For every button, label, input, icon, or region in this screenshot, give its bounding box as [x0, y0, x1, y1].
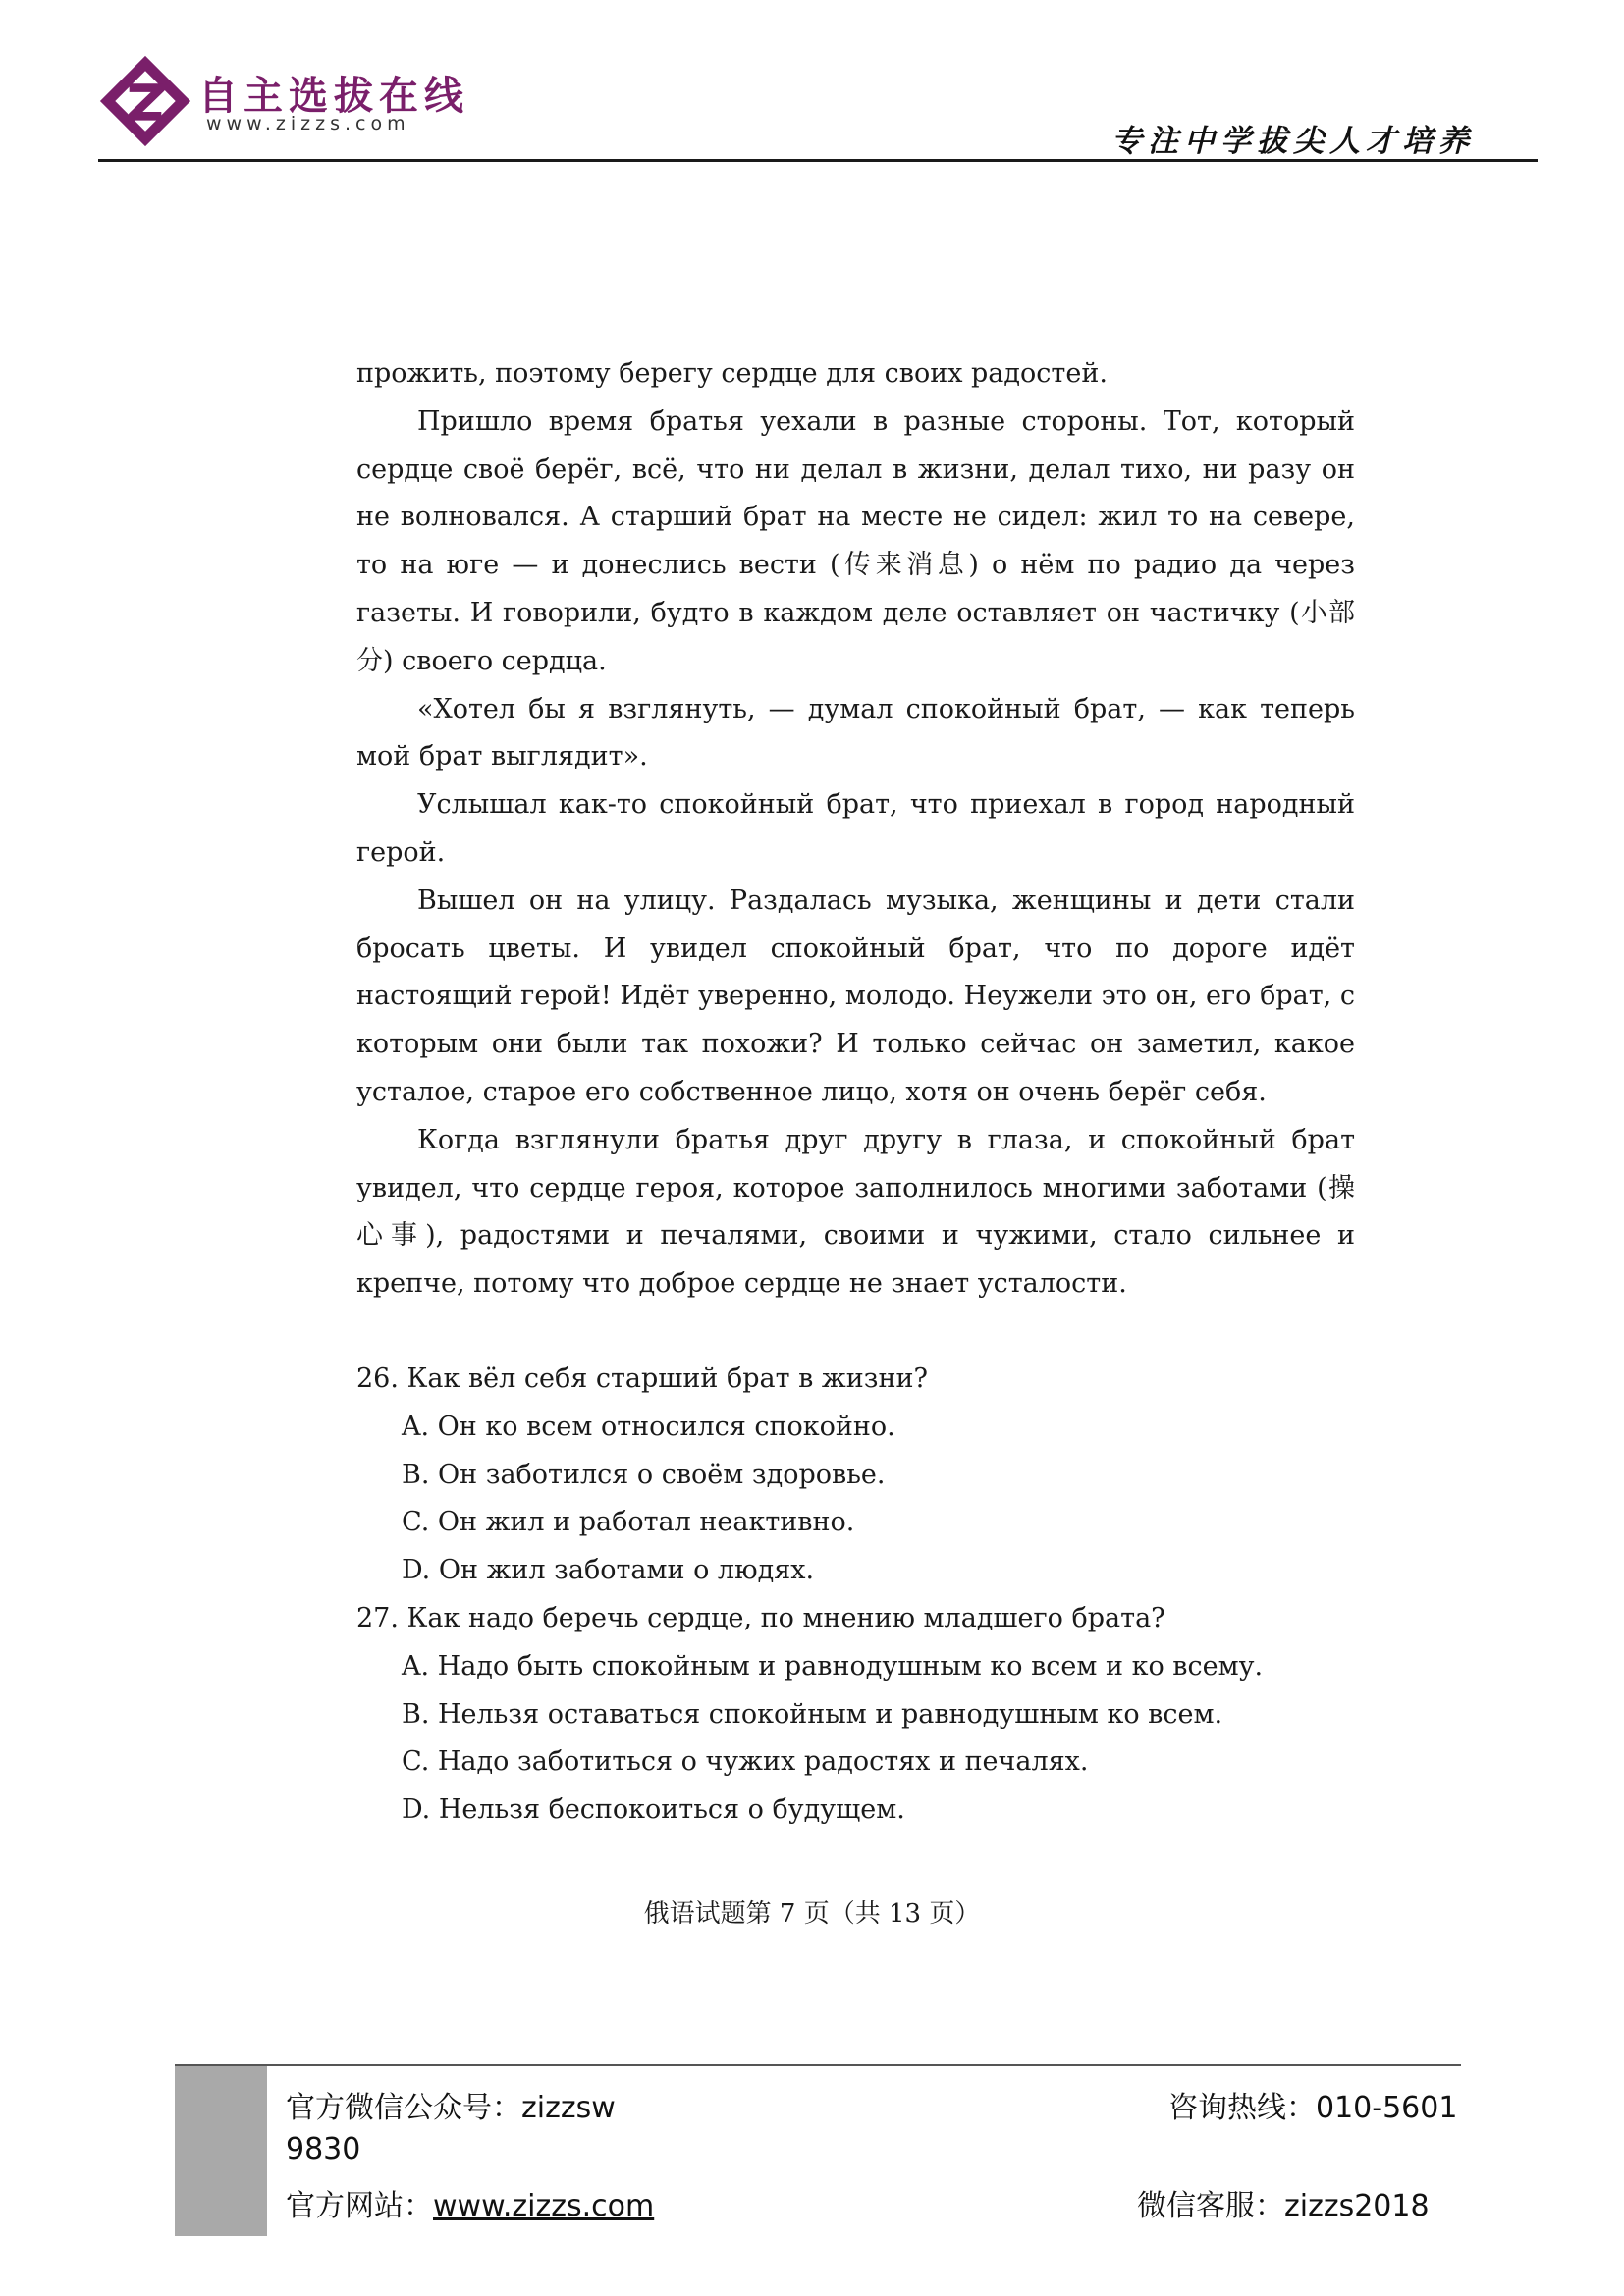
logo-icon [98, 54, 192, 148]
answer-option-b: B. Он заботился о своём здоровье. [402, 1459, 886, 1490]
reading-passage [356, 350, 1355, 1308]
wechat-account: 官方微信公众号：zizzsw [286, 2091, 616, 2125]
answer-option-d: D. Нельзя беспокоиться о будущем. [402, 1794, 905, 1826]
passage-paragraph: Вышел он на улицу. Раздалась музыка, женщины и дети стали бросать цветы. И увидел спокойный брат, что по дороге идёт настоящий герой! Идёт уверенно, молодо. Неужели это он, его брат, с которым они были так похожи? И только сейчас он заметил, какое усталое, старое его собственное лицо, хотя он очень берёг себя. [356, 884, 1355, 1107]
passage-paragraph: «Хотел бы я взглянуть, — думал спокойный брат, — как теперь мой брат выглядит». [356, 693, 1355, 773]
question-26 [356, 1356, 1355, 1595]
answer-option-b: B. Нельзя оставаться спокойным и равнодушным ко всем. [402, 1698, 1223, 1730]
passage-paragraph: Когда взглянули братья друг другу в глаза, и спокойный брат увидел, что сердце героя, которое заполнилось многими заботами (操心事), радостями и печалями, своими и чужими, стало сильнее и крепче, потому что доброе сердце не знает усталости. [356, 1124, 1355, 1300]
answer-option-c: C. Надо заботиться о чужих радостях и печалях. [402, 1746, 1089, 1778]
page-number: 俄语试题第 7 页（共 13 页） [643, 1899, 981, 1929]
hotline: 咨询热线：010-5601 [1168, 2091, 1458, 2125]
wechat-account-continued: 9830 [286, 2132, 361, 2166]
question-list [356, 1356, 1355, 1835]
answer-option-a: A. Надо быть спокойным и равнодушным ко всем и ко всему. [402, 1650, 1264, 1682]
website-label: 官方网站： [286, 2189, 433, 2223]
answer-option-d: D. Он жил заботами о людях. [402, 1555, 815, 1586]
header-divider [98, 159, 1538, 162]
header-slogan: 专注中学拔尖人才培养 [1111, 124, 1475, 159]
question-27 [356, 1595, 1355, 1835]
website-link[interactable]: www.zizzs.com [433, 2189, 655, 2223]
logo-title: 自主选拔在线 [198, 74, 469, 119]
website [286, 2181, 654, 2224]
passage-paragraph: Пришло время братья уехали в разные стороны. Тот, который сердце своё берёг, всё, что ни делал в жизни, делал тихо, ни разу он не волновался. А старший брат на месте не сидел: жил то на севере, то на юге — и донеслись вести (传来消息) о нём по радио да через газеты. И говорили, будто в каждом деле оставляет он частичку (小部分) своего сердца. [356, 405, 1355, 676]
banner-divider [175, 2064, 1461, 2066]
passage-paragraph: Услышал как-то спокойный брат, что приехал в город народный герой. [356, 789, 1355, 868]
answer-option-c: C. Он жил и работал неактивно. [402, 1507, 855, 1538]
question-text: 26. Как вёл себя старший брат в жизни? [356, 1362, 928, 1394]
wechat-service: 微信客服：zizzs2018 [1137, 2189, 1430, 2223]
banner-sidebar [175, 2066, 267, 2236]
logo-url: www.zizzs.com [206, 113, 410, 134]
exam-content [356, 350, 1355, 1835]
answer-option-a: A. Он ко всем относился спокойно. [402, 1411, 895, 1442]
passage-paragraph: прожить, поэтому берегу сердце для своих радостей. [356, 358, 1108, 389]
question-text: 27. Как надо беречь сердце, по мнению младшего брата? [356, 1602, 1165, 1633]
